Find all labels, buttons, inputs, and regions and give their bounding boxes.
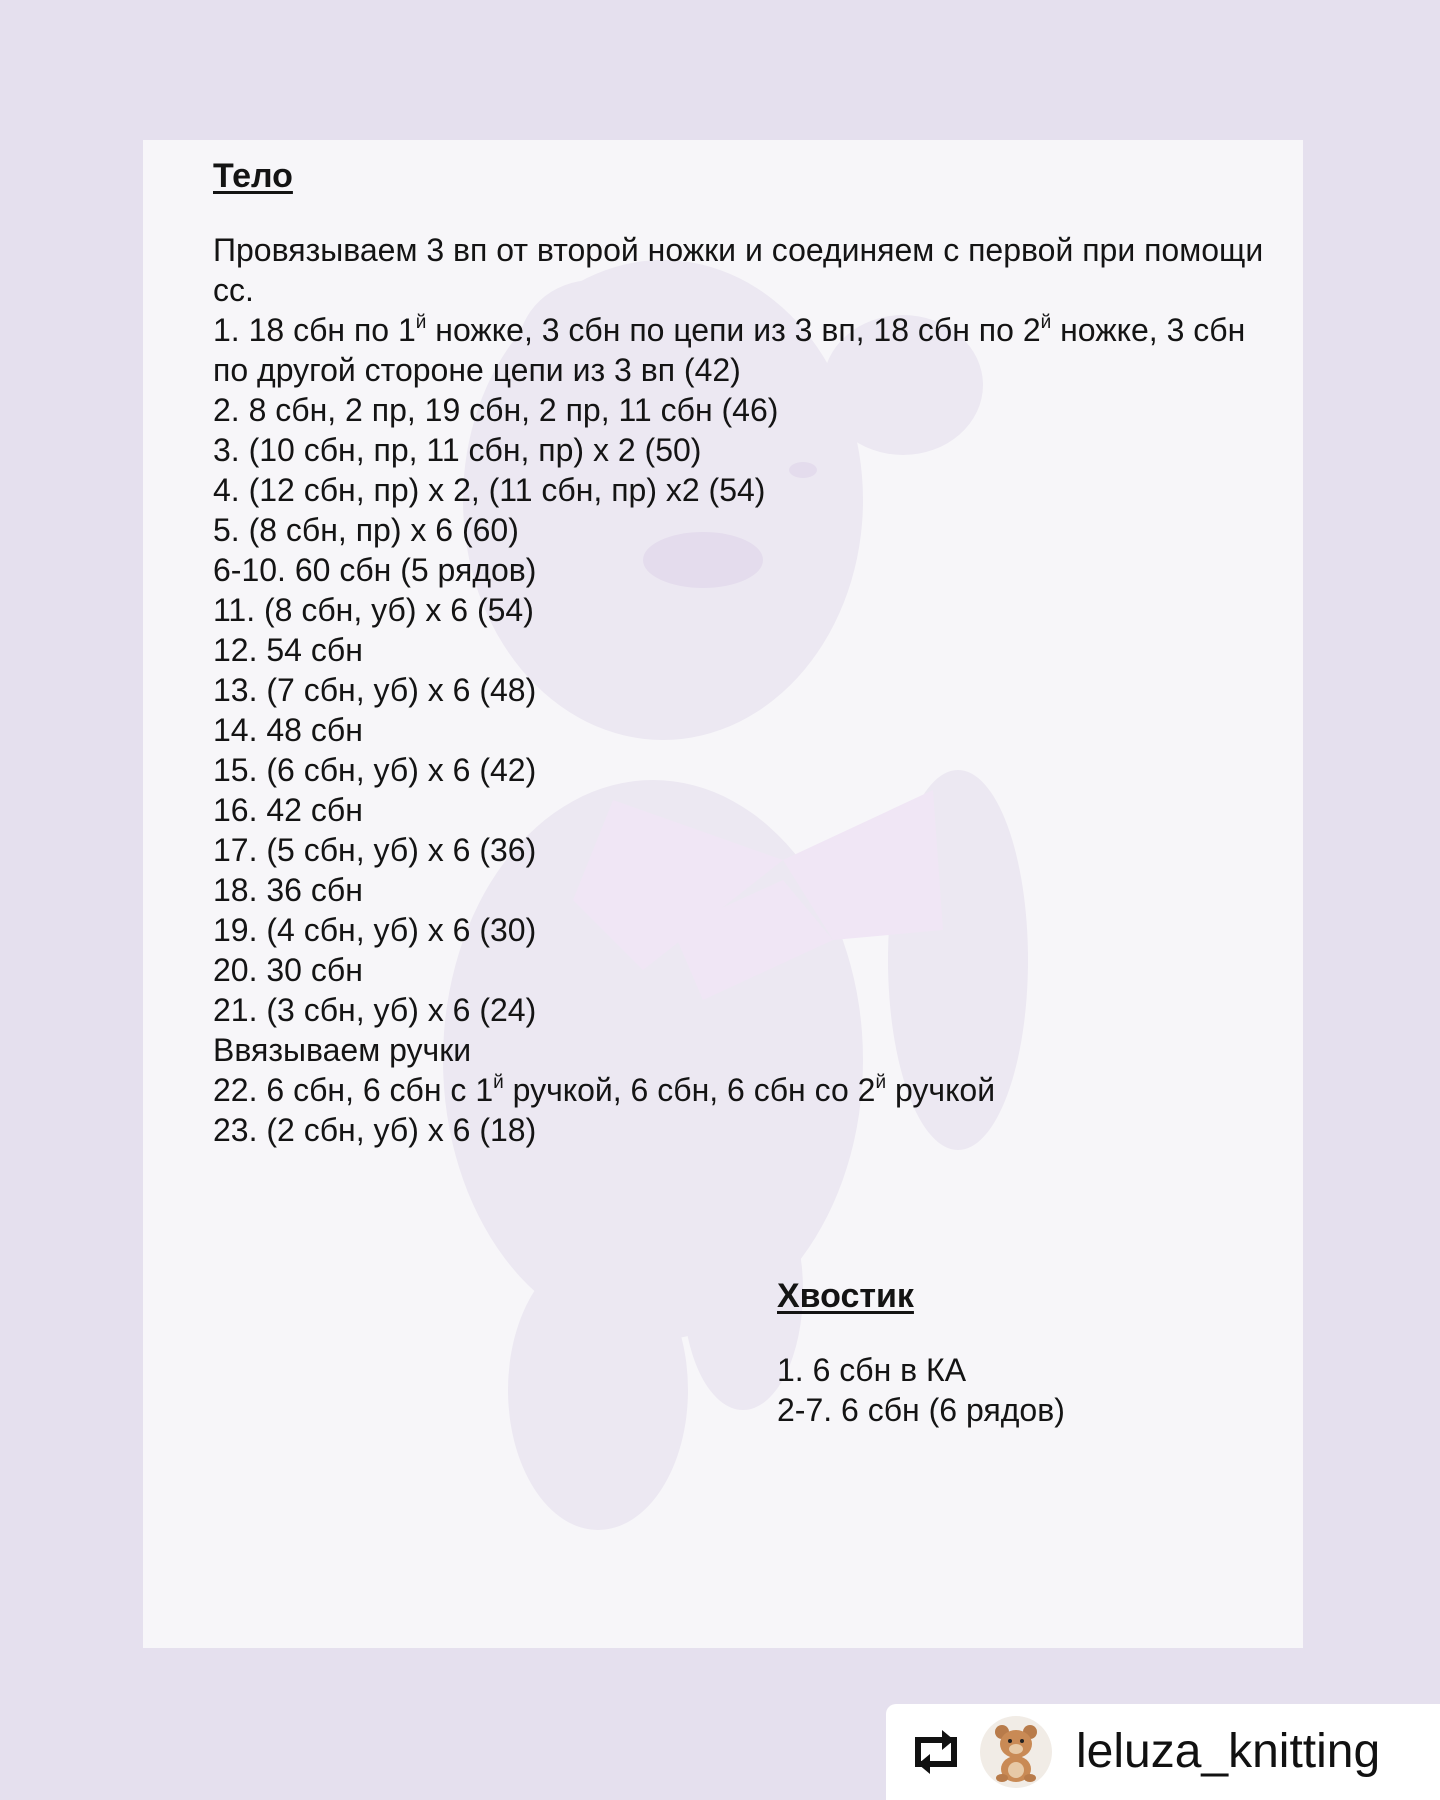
- avatar[interactable]: [980, 1716, 1052, 1788]
- repost-badge[interactable]: [886, 1704, 1440, 1800]
- pattern-row: 2. 8 сбн, 2 пр, 19 сбн, 2 пр, 11 сбн (46): [213, 392, 779, 428]
- pattern-row: 23. (2 сбн, уб) х 6 (18): [213, 1112, 537, 1148]
- badge-username[interactable]: leluza_knitting: [1076, 1725, 1381, 1778]
- pattern-row: 21. (3 сбн, уб) х 6 (24): [213, 992, 537, 1028]
- pattern-row: 12. 54 сбн: [213, 632, 363, 668]
- pattern-row: Ввязываем ручки: [213, 1032, 472, 1068]
- pattern-row: 13. (7 сбн, уб) х 6 (48): [213, 672, 537, 708]
- pattern-row: 18. 36 сбн: [213, 872, 363, 908]
- pattern-row: 3. (10 сбн, пр, 11 сбн, пр) х 2 (50): [213, 432, 702, 468]
- pattern-row: 16. 42 сбн: [213, 792, 363, 828]
- pattern-row: 4. (12 сбн, пр) х 2, (11 сбн, пр) х2 (54): [213, 472, 766, 508]
- pattern-row: 1. 6 сбн в КА: [777, 1352, 967, 1388]
- pattern-row: 5. (8 сбн, пр) х 6 (60): [213, 512, 519, 548]
- teddy-bear-icon: [988, 1722, 1044, 1782]
- body-section: [213, 150, 1283, 1150]
- pattern-row: 17. (5 сбн, уб) х 6 (36): [213, 832, 537, 868]
- pattern-row: 20. 30 сбн: [213, 952, 363, 988]
- tail-section: [777, 1270, 1257, 1430]
- pattern-row: 6-10. 60 сбн (5 рядов): [213, 552, 537, 588]
- pattern-row: 14. 48 сбн: [213, 712, 363, 748]
- pattern-page: [143, 140, 1303, 1648]
- pattern-row: 15. (6 сбн, уб) х 6 (42): [213, 752, 537, 788]
- pattern-row: 1. 18 сбн по $1^й$ ножке, 3 сбн по цепи из 3 вп, 18 сбн по $2^й$ ножке, 3 сбн по другой стороне цепи из 3 вп (42): [213, 312, 1246, 388]
- pattern-row: 19. (4 сбн, уб) х 6 (30): [213, 912, 537, 948]
- section-title-body: Тело: [213, 157, 293, 195]
- pattern-row: 22. 6 сбн, 6 сбн с $1^й$ ручкой, 6 сбн, 6 сбн со $2^й$ ручкой: [213, 1072, 996, 1108]
- pattern-row: 2-7. 6 сбн (6 рядов): [777, 1392, 1065, 1428]
- pattern-row: 11. (8 сбн, уб) х 6 (54): [213, 592, 534, 628]
- body-intro: Провязываем 3 вп от второй ножки и соединяем с первой при помощи сс.: [213, 232, 1264, 308]
- repost-icon: [908, 1724, 964, 1780]
- section-title-tail: Хвостик: [777, 1277, 914, 1315]
